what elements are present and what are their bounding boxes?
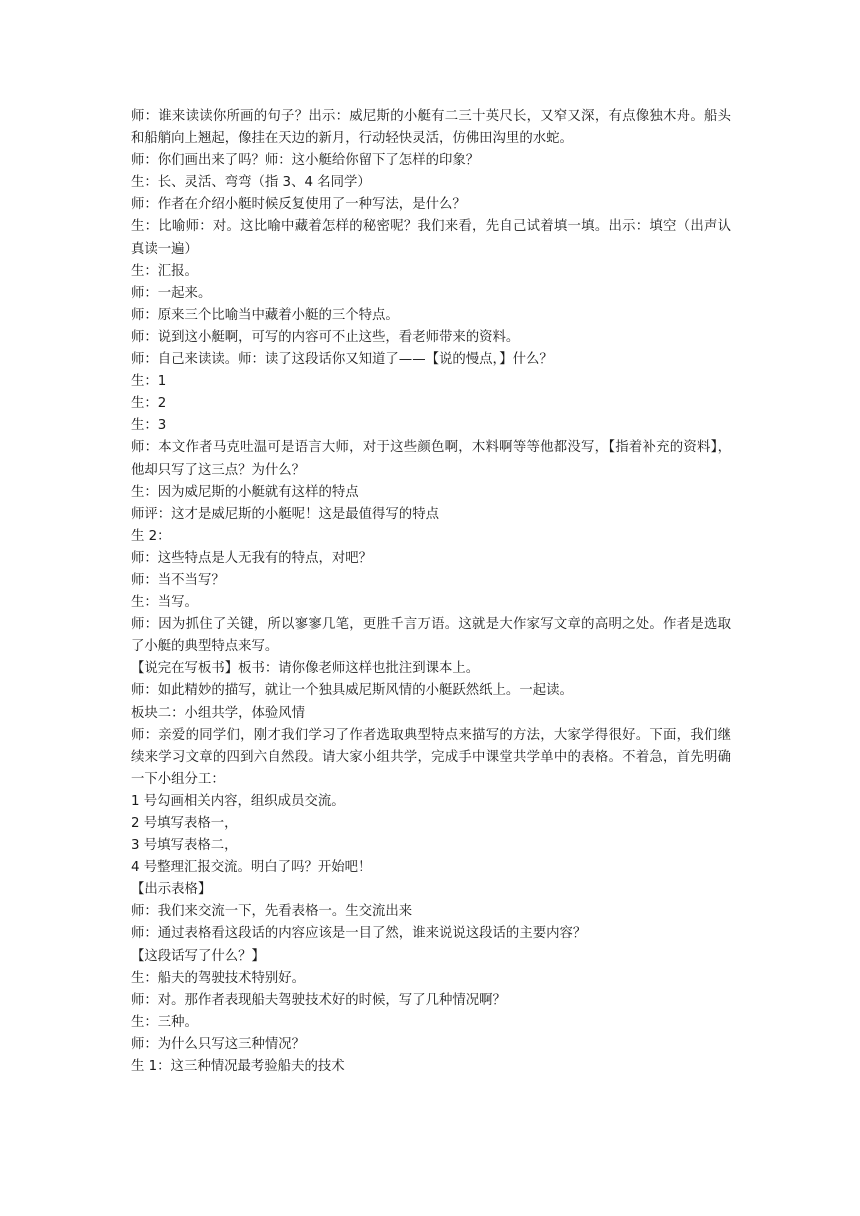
section-heading: 板块二：小组共学，体验风情 [131,705,306,721]
paragraph: 生：当写。 [131,595,198,611]
paragraph: 生：三种。 [131,1014,198,1030]
paragraph: 师：如此精妙的描写，就让一个独具威尼斯风情的小艇跃然纸上。一起读。 [131,683,573,699]
paragraph: 师：谁来读读你所画的句子？出示：威尼斯的小艇有二三十英尺长，又窄又深，有点像独木舟。船头和船艄向上翘起，像挂在天边的新月，行动轻快灵活，仿佛田沟里的水蛇。 [131,109,731,147]
paragraph: 生 1：这三种情况最考验船夫的技术 [131,1059,345,1075]
paragraph: 师：你们画出来了吗？师：这小艇给你留下了怎样的印象？ [131,153,480,169]
paragraph: 【这段话写了什么？】 [131,948,265,964]
paragraph: 师：本文作者马克吐温可是语言大师，对于这些颜色啊，木料啊等等他都没写，【指着补充的资料】，他却只写了这三点？为什么？ [131,440,731,478]
paragraph: 生：1 [131,374,167,390]
paragraph: 师：为什么只写这三种情况？ [131,1036,306,1052]
paragraph: 【出示表格】 [131,882,212,898]
paragraph: 生：2 [131,396,167,412]
list-item: 1 号勾画相关内容，组织成员交流。 [131,793,345,809]
paragraph: 【说完在写板书】板书：请你像老师这样也批注到课本上。 [131,661,480,677]
paragraph: 师：亲爱的同学们，刚才我们学习了作者选取典型特点来描写的方法，大家学得很好。下面，我们继续来学习文章的四到六自然段。请大家小组共学，完成手中课堂共学单中的表格。不着急，首先明确一下小组分工： [131,727,731,787]
paragraph: 师：作者在介绍小艇时候反复使用了一种写法，是什么？ [131,197,466,213]
document-body [131,106,731,1078]
paragraph: 师：自己来读读。师：读了这段话你又知道了——【说的慢点，】什么？ [131,352,553,368]
paragraph: 生 2： [131,528,171,544]
paragraph: 师：当不当写？ [131,572,225,588]
paragraph: 师评：这才是威尼斯的小艇呢！这是最值得写的特点 [131,506,439,522]
paragraph: 生：因为威尼斯的小艇就有这样的特点 [131,484,359,500]
paragraph: 师：说到这小艇啊，可写的内容可不止这些，看老师带来的资料。 [131,329,520,345]
paragraph: 师：这些特点是人无我有的特点，对吧？ [131,550,373,566]
paragraph: 师：原来三个比喻当中藏着小艇的三个特点。 [131,307,399,323]
list-item: 4 号整理汇报交流。明白了吗？开始吧！ [131,860,372,876]
paragraph: 师：通过表格看这段话的内容应该是一目了然，谁来说说这段话的主要内容？ [131,926,587,942]
paragraph: 生：3 [131,418,167,434]
list-item: 2 号填写表格一， [131,816,238,831]
paragraph: 生：比喻师：对。这比喻中藏着怎样的秘密呢？我们来看，先自己试着填一填。出示：填空（出声认真读一遍） [131,219,731,257]
list-item: 3 号填写表格二， [131,838,238,854]
paragraph: 师：我们来交流一下，先看表格一。生交流出来 [131,904,413,920]
paragraph: 生：汇报。 [131,263,198,279]
paragraph: 师：对。那作者表现船夫驾驶技术好的时候，写了几种情况啊？ [131,992,506,1008]
paragraph: 师：一起来。 [131,285,212,301]
paragraph: 师：因为抓住了关键，所以寥寥几笔，更胜千言万语。这就是大作家写文章的高明之处。作者是选取了小艇的典型特点来写。 [131,617,731,655]
paragraph: 生：船夫的驾驶技术特别好。 [131,970,306,986]
paragraph: 生：长、灵活、弯弯（指 3、4 名同学） [131,175,371,191]
